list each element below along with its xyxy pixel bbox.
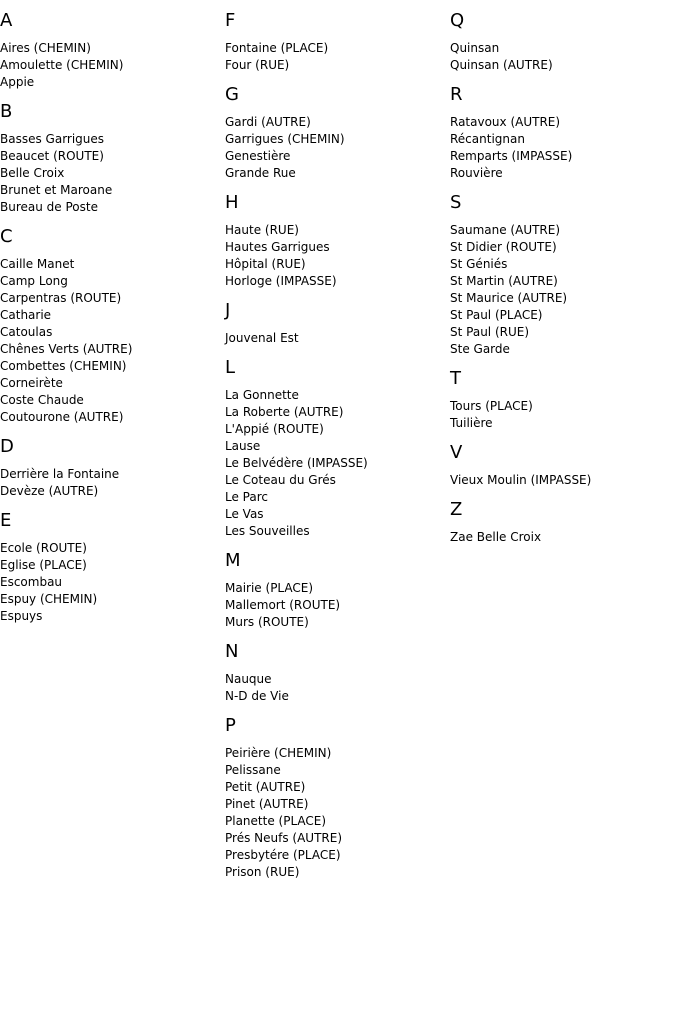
street-list-item: [225, 131, 450, 148]
street-link[interactable]: St Géniés: [450, 257, 508, 271]
street-link[interactable]: Camp Long: [0, 274, 68, 288]
street-link[interactable]: Mallemort (ROUTE): [225, 598, 341, 612]
street-list-item: [0, 273, 225, 290]
street-link[interactable]: Vieux Moulin (IMPASSE): [450, 473, 592, 487]
street-list-item: [225, 688, 450, 705]
street-link[interactable]: La Roberte (AUTRE): [225, 405, 344, 419]
street-link[interactable]: Rouvière: [450, 166, 503, 180]
street-link[interactable]: Peirière (CHEMIN): [225, 746, 332, 760]
street-list: [0, 540, 225, 625]
street-link[interactable]: Le Belvédère (IMPASSE): [225, 456, 368, 470]
street-index-column-2: [225, 0, 450, 891]
street-list-item: [225, 404, 450, 421]
street-link[interactable]: Ste Garde: [450, 342, 510, 356]
street-list: [225, 40, 450, 74]
letter-heading: L: [225, 357, 236, 378]
street-link[interactable]: Eglise (PLACE): [0, 558, 87, 572]
letter-group-e: [0, 510, 225, 625]
street-list-item: [0, 131, 225, 148]
street-list: [450, 398, 675, 432]
street-index-column-1: [0, 0, 225, 635]
street-list-item: [225, 387, 450, 404]
street-list-item: [450, 273, 675, 290]
street-list: [450, 222, 675, 358]
street-list-item: [0, 40, 225, 57]
street-list-item: [450, 165, 675, 182]
street-link[interactable]: Catoulas: [0, 325, 53, 339]
street-list-item: [225, 57, 450, 74]
street-list-item: [225, 864, 450, 881]
street-link[interactable]: St Didier (ROUTE): [450, 240, 557, 254]
street-link[interactable]: St Paul (RUE): [450, 325, 530, 339]
street-link[interactable]: Petit (AUTRE): [225, 780, 306, 794]
street-link[interactable]: Le Coteau du Grés: [225, 473, 336, 487]
street-link[interactable]: L'Appié (ROUTE): [225, 422, 324, 436]
street-link[interactable]: Garrigues (CHEMIN): [225, 132, 345, 146]
street-link[interactable]: Caille Manet: [0, 257, 75, 271]
letter-group-q: [450, 10, 675, 74]
letter-heading: Z: [450, 499, 463, 520]
street-link[interactable]: Jouvenal Est: [225, 331, 299, 345]
street-link[interactable]: Quinsan: [450, 41, 500, 55]
street-link[interactable]: St Martin (AUTRE): [450, 274, 558, 288]
street-list-item: [0, 290, 225, 307]
street-link[interactable]: Gardi (AUTRE): [225, 115, 311, 129]
street-link[interactable]: Saumane (AUTRE): [450, 223, 561, 237]
street-list-item: [0, 409, 225, 426]
letter-group-r: [450, 84, 675, 182]
street-list-item: [0, 358, 225, 375]
street-list-item: [0, 57, 225, 74]
street-list-item: [225, 472, 450, 489]
street-link[interactable]: Le Vas: [225, 507, 264, 521]
street-link[interactable]: Basses Garrigues: [0, 132, 105, 146]
street-link[interactable]: Ratavoux (AUTRE): [450, 115, 561, 129]
letter-group-l: [225, 357, 450, 540]
street-link[interactable]: Catharie: [0, 308, 52, 322]
street-list-item: [0, 74, 225, 91]
street-link[interactable]: Ecole (ROUTE): [0, 541, 87, 555]
street-list: [225, 330, 450, 347]
street-link[interactable]: Devèze (AUTRE): [0, 484, 99, 498]
street-link[interactable]: Mairie (PLACE): [225, 581, 314, 595]
letter-heading: E: [0, 510, 12, 531]
street-list: [225, 387, 450, 540]
street-list: [450, 114, 675, 182]
street-link[interactable]: Pinet (AUTRE): [225, 797, 309, 811]
street-list-item: [450, 222, 675, 239]
street-list-item: [450, 290, 675, 307]
street-list-item: [0, 148, 225, 165]
street-list-item: [0, 182, 225, 199]
street-link[interactable]: Aires (CHEMIN): [0, 41, 91, 55]
letter-heading: D: [0, 436, 14, 457]
street-list-item: [450, 472, 675, 489]
street-link[interactable]: Le Parc: [225, 490, 268, 504]
street-list-item: [0, 341, 225, 358]
letter-group-s: [450, 192, 675, 358]
letter-heading: J: [225, 300, 231, 321]
street-list-item: [225, 671, 450, 688]
street-list-item: [0, 574, 225, 591]
street-list-item: [225, 830, 450, 847]
street-link[interactable]: Coste Chaude: [0, 393, 84, 407]
street-list: [450, 529, 675, 546]
street-list-item: [225, 273, 450, 290]
letter-group-p: [225, 715, 450, 881]
street-list-item: [225, 506, 450, 523]
street-list-item: [225, 745, 450, 762]
street-list-item: [450, 398, 675, 415]
letter-group-j: [225, 300, 450, 347]
letter-heading: G: [225, 84, 239, 105]
street-list: [0, 40, 225, 91]
street-list: [0, 256, 225, 426]
street-link[interactable]: Prés Neufs (AUTRE): [225, 831, 343, 845]
street-list: [450, 472, 675, 489]
street-list-item: [225, 40, 450, 57]
street-list-item: [225, 330, 450, 347]
street-list-item: [0, 375, 225, 392]
street-list-item: [0, 199, 225, 216]
street-list-item: [225, 796, 450, 813]
street-list-item: [225, 148, 450, 165]
street-list-item: [450, 131, 675, 148]
street-link[interactable]: Pelissane: [225, 763, 281, 777]
street-link[interactable]: Lause: [225, 439, 261, 453]
street-list-item: [450, 239, 675, 256]
street-link[interactable]: Tuilière: [450, 416, 493, 430]
letter-group-b: [0, 101, 225, 216]
street-link[interactable]: Espuy (CHEMIN): [0, 592, 98, 606]
letter-heading: A: [0, 10, 13, 31]
street-link[interactable]: Quinsan (AUTRE): [450, 58, 553, 72]
street-list-item: [0, 392, 225, 409]
street-list-item: [450, 415, 675, 432]
letter-group-n: [225, 641, 450, 705]
letter-heading: B: [0, 101, 13, 122]
street-link[interactable]: Haute (RUE): [225, 223, 299, 237]
street-link[interactable]: Fontaine (PLACE): [225, 41, 329, 55]
street-list-item: [225, 114, 450, 131]
letter-heading: R: [450, 84, 463, 105]
letter-group-t: [450, 368, 675, 432]
street-list-item: [225, 239, 450, 256]
street-link[interactable]: Beaucet (ROUTE): [0, 149, 104, 163]
letter-group-a: [0, 10, 225, 91]
street-list: [0, 466, 225, 500]
street-list-item: [225, 847, 450, 864]
street-link[interactable]: Chênes Verts (AUTRE): [0, 342, 133, 356]
letter-heading: C: [0, 226, 13, 247]
street-list-item: [450, 40, 675, 57]
street-link[interactable]: Horloge (IMPASSE): [225, 274, 337, 288]
street-list: [225, 745, 450, 881]
street-link[interactable]: Les Souveilles: [225, 524, 310, 538]
street-list-item: [225, 762, 450, 779]
street-list-item: [0, 256, 225, 273]
street-link[interactable]: Brunet et Maroane: [0, 183, 113, 197]
street-list-item: [225, 580, 450, 597]
letter-heading: M: [225, 550, 241, 571]
street-list: [225, 671, 450, 705]
street-list-item: [0, 591, 225, 608]
letter-heading: F: [225, 10, 236, 31]
street-list-item: [450, 324, 675, 341]
street-list-item: [225, 421, 450, 438]
street-list-item: [450, 341, 675, 358]
street-link[interactable]: Four (RUE): [225, 58, 290, 72]
letter-group-g: [225, 84, 450, 182]
street-list-item: [0, 557, 225, 574]
street-list-item: [450, 57, 675, 74]
street-list-item: [225, 438, 450, 455]
street-link[interactable]: Corneirète: [0, 376, 63, 390]
street-link[interactable]: Derrière la Fontaine: [0, 467, 120, 481]
letter-heading: N: [225, 641, 239, 662]
street-link[interactable]: Planette (PLACE): [225, 814, 327, 828]
street-link[interactable]: Remparts (IMPASSE): [450, 149, 573, 163]
street-link[interactable]: Bureau de Poste: [0, 200, 98, 214]
street-list-item: [0, 483, 225, 500]
street-list-item: [225, 455, 450, 472]
street-link[interactable]: Presbytére (PLACE): [225, 848, 341, 862]
street-list-item: [450, 529, 675, 546]
letter-heading: H: [225, 192, 239, 213]
street-list-item: [225, 813, 450, 830]
street-list-item: [225, 523, 450, 540]
street-list: [225, 114, 450, 182]
street-list-item: [225, 614, 450, 631]
street-list: [225, 222, 450, 290]
street-list-item: [225, 165, 450, 182]
letter-heading: V: [450, 442, 463, 463]
street-link[interactable]: Murs (ROUTE): [225, 615, 309, 629]
street-list: [225, 580, 450, 631]
street-link[interactable]: Espuys: [0, 609, 43, 623]
street-list-item: [225, 779, 450, 796]
street-link[interactable]: Prison (RUE): [225, 865, 300, 879]
street-list-item: [0, 324, 225, 341]
street-list-item: [450, 307, 675, 324]
street-link[interactable]: St Maurice (AUTRE): [450, 291, 568, 305]
letter-heading: T: [450, 368, 461, 389]
street-list-item: [0, 307, 225, 324]
letter-group-v: [450, 442, 675, 489]
letter-heading: S: [450, 192, 462, 213]
street-index-column-3: [450, 0, 675, 556]
street-link[interactable]: Combettes (CHEMIN): [0, 359, 127, 373]
street-link[interactable]: N-D de Vie: [225, 689, 289, 703]
street-list-item: [225, 256, 450, 273]
letter-heading: P: [225, 715, 236, 736]
street-link[interactable]: St Paul (PLACE): [450, 308, 543, 322]
letter-group-h: [225, 192, 450, 290]
street-list-item: [450, 148, 675, 165]
street-list-item: [225, 222, 450, 239]
letter-group-m: [225, 550, 450, 631]
street-link[interactable]: Récantignan: [450, 132, 525, 146]
street-list-item: [225, 597, 450, 614]
street-list-item: [0, 540, 225, 557]
street-link[interactable]: Hautes Garrigues: [225, 240, 330, 254]
street-link[interactable]: La Gonnette: [225, 388, 299, 402]
letter-group-d: [0, 436, 225, 500]
letter-group-f: [225, 10, 450, 74]
street-link[interactable]: Nauque: [225, 672, 272, 686]
letter-group-c: [0, 226, 225, 426]
street-link[interactable]: Hôpital (RUE): [225, 257, 306, 271]
street-list-item: [0, 608, 225, 625]
street-link[interactable]: Amoulette (CHEMIN): [0, 58, 124, 72]
street-link[interactable]: Grande Rue: [225, 166, 296, 180]
street-link[interactable]: Genestière: [225, 149, 291, 163]
street-list-item: [225, 489, 450, 506]
street-list: [0, 131, 225, 216]
street-link[interactable]: Escombau: [0, 575, 63, 589]
street-list-item: [450, 256, 675, 273]
street-link[interactable]: Coutourone (AUTRE): [0, 410, 124, 424]
street-link[interactable]: Zae Belle Croix: [450, 530, 542, 544]
street-list: [450, 40, 675, 74]
street-list-item: [450, 114, 675, 131]
street-link[interactable]: Belle Croix: [0, 166, 65, 180]
street-list-item: [0, 165, 225, 182]
street-list-item: [0, 466, 225, 483]
letter-heading: Q: [450, 10, 465, 31]
street-link[interactable]: Carpentras (ROUTE): [0, 291, 122, 305]
street-link[interactable]: Tours (PLACE): [450, 399, 533, 413]
letter-group-z: [450, 499, 675, 546]
street-link[interactable]: Appie: [0, 75, 35, 89]
